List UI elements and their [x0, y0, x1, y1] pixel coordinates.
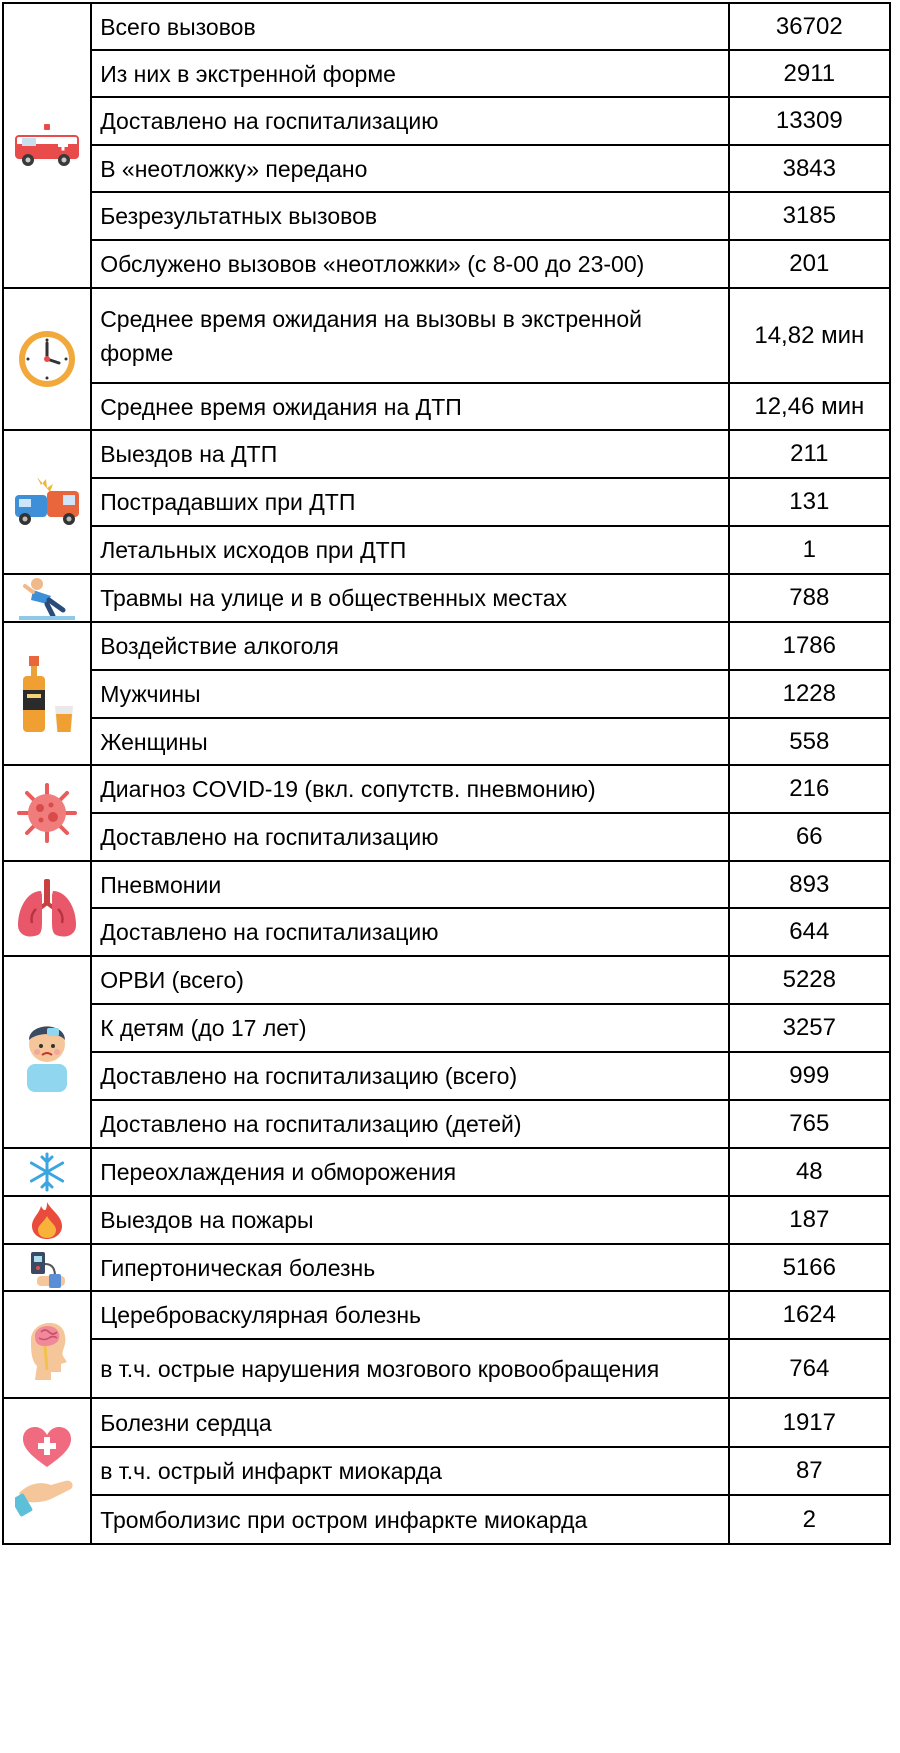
section-icon-cell [3, 288, 91, 430]
row-label: Доставлено на госпитализацию [91, 813, 728, 861]
fire-icon [4, 1200, 90, 1240]
statistics-table-body [3, 3, 890, 1544]
table-row [3, 288, 890, 383]
row-label: Доставлено на госпитализацию [91, 97, 728, 145]
row-value: 788 [729, 574, 890, 622]
section-icon-cell [3, 1196, 91, 1244]
table-row [3, 670, 890, 718]
row-label: Воздействие алкоголя [91, 622, 728, 670]
row-value: 1624 [729, 1291, 890, 1339]
section-icon-cell [3, 3, 91, 288]
blood-pressure-icon [4, 1248, 90, 1288]
clock-icon [4, 329, 90, 389]
section-icon-cell [3, 1291, 91, 1398]
row-label: Гипертоническая болезнь [91, 1244, 728, 1291]
table-row [3, 1100, 890, 1148]
row-label: Среднее время ожидания на ДТП [91, 383, 728, 430]
row-value: 211 [729, 430, 890, 478]
row-value: 12,46 мин [729, 383, 890, 430]
row-value: 201 [729, 240, 890, 288]
row-value: 48 [729, 1148, 890, 1196]
row-value: 131 [729, 478, 890, 526]
table-row [3, 430, 890, 478]
row-label: Цереброваскулярная болезнь [91, 1291, 728, 1339]
ambulance-icon [4, 122, 90, 170]
snowflake-icon [4, 1152, 90, 1192]
table-row [3, 622, 890, 670]
row-value: 1786 [729, 622, 890, 670]
row-label: в т.ч. острые нарушения мозгового кровообращения [91, 1339, 728, 1398]
row-label: Безрезультатных вызовов [91, 192, 728, 240]
section-icon-cell [3, 430, 91, 574]
table-row [3, 1447, 890, 1495]
virus-icon [4, 781, 90, 845]
row-value: 3185 [729, 192, 890, 240]
row-value: 36702 [729, 3, 890, 50]
section-icon-cell [3, 861, 91, 956]
row-label: К детям (до 17 лет) [91, 1004, 728, 1052]
statistics-table [2, 2, 891, 1545]
table-row [3, 478, 890, 526]
row-label: Переохлаждения и обморожения [91, 1148, 728, 1196]
row-label: Женщины [91, 718, 728, 765]
section-icon-cell [3, 956, 91, 1148]
row-value: 764 [729, 1339, 890, 1398]
slip-fall-icon [4, 576, 90, 620]
heart-hand-icon [4, 1423, 90, 1519]
row-value: 87 [729, 1447, 890, 1495]
section-icon-cell [3, 765, 91, 861]
row-label: Доставлено на госпитализацию [91, 908, 728, 956]
row-label: ОРВИ (всего) [91, 956, 728, 1004]
sick-child-icon [4, 1012, 90, 1092]
section-icon-cell [3, 574, 91, 622]
row-label: Пострадавших при ДТП [91, 478, 728, 526]
row-label: Выездов на пожары [91, 1196, 728, 1244]
row-value: 187 [729, 1196, 890, 1244]
table-row [3, 1495, 890, 1544]
table-row [3, 813, 890, 861]
row-label: Доставлено на госпитализацию (всего) [91, 1052, 728, 1100]
row-label: Травмы на улице и в общественных местах [91, 574, 728, 622]
row-label: Пневмонии [91, 861, 728, 908]
table-row [3, 145, 890, 192]
brain-head-icon [4, 1310, 90, 1380]
row-label: Обслужено вызовов «неотложки» (с 8-00 до 23-00) [91, 240, 728, 288]
row-value: 1228 [729, 670, 890, 718]
row-label: Диагноз COVID-19 (вкл. сопутств. пневмонию) [91, 765, 728, 813]
table-row [3, 50, 890, 97]
row-value: 2 [729, 1495, 890, 1544]
row-label: Выездов на ДТП [91, 430, 728, 478]
table-row [3, 1196, 890, 1244]
row-label: Болезни сердца [91, 1398, 728, 1447]
row-value: 765 [729, 1100, 890, 1148]
table-row [3, 861, 890, 908]
table-row [3, 1148, 890, 1196]
row-label: Мужчины [91, 670, 728, 718]
row-value: 1917 [729, 1398, 890, 1447]
row-value: 3843 [729, 145, 890, 192]
section-icon-cell [3, 1148, 91, 1196]
row-label: Летальных исходов при ДТП [91, 526, 728, 574]
table-row [3, 574, 890, 622]
table-row [3, 383, 890, 430]
table-row [3, 1244, 890, 1291]
table-row [3, 240, 890, 288]
row-label: в т.ч. острый инфаркт миокарда [91, 1447, 728, 1495]
car-crash-icon [4, 473, 90, 531]
row-value: 644 [729, 908, 890, 956]
table-row [3, 908, 890, 956]
table-row [3, 1339, 890, 1398]
table-row [3, 97, 890, 145]
section-icon-cell [3, 622, 91, 765]
table-row [3, 192, 890, 240]
table-row [3, 956, 890, 1004]
table-row [3, 1291, 890, 1339]
row-value: 893 [729, 861, 890, 908]
row-label: Среднее время ожидания на вызовы в экстренной форме [91, 288, 728, 383]
table-row [3, 718, 890, 765]
row-label: В «неотложку» передано [91, 145, 728, 192]
lungs-icon [4, 877, 90, 941]
table-row [3, 1004, 890, 1052]
row-value: 1 [729, 526, 890, 574]
row-label: Всего вызовов [91, 3, 728, 50]
table-row [3, 3, 890, 50]
table-row [3, 1398, 890, 1447]
table-row [3, 526, 890, 574]
alcohol-bottle-icon [4, 654, 90, 734]
row-value: 13309 [729, 97, 890, 145]
row-value: 558 [729, 718, 890, 765]
row-value: 2911 [729, 50, 890, 97]
table-row [3, 1052, 890, 1100]
row-label: Доставлено на госпитализацию (детей) [91, 1100, 728, 1148]
section-icon-cell [3, 1398, 91, 1544]
row-label: Тромболизис при остром инфаркте миокарда [91, 1495, 728, 1544]
section-icon-cell [3, 1244, 91, 1291]
row-value: 5228 [729, 956, 890, 1004]
row-value: 14,82 мин [729, 288, 890, 383]
row-label: Из них в экстренной форме [91, 50, 728, 97]
row-value: 999 [729, 1052, 890, 1100]
table-row [3, 765, 890, 813]
row-value: 3257 [729, 1004, 890, 1052]
row-value: 66 [729, 813, 890, 861]
row-value: 5166 [729, 1244, 890, 1291]
row-value: 216 [729, 765, 890, 813]
